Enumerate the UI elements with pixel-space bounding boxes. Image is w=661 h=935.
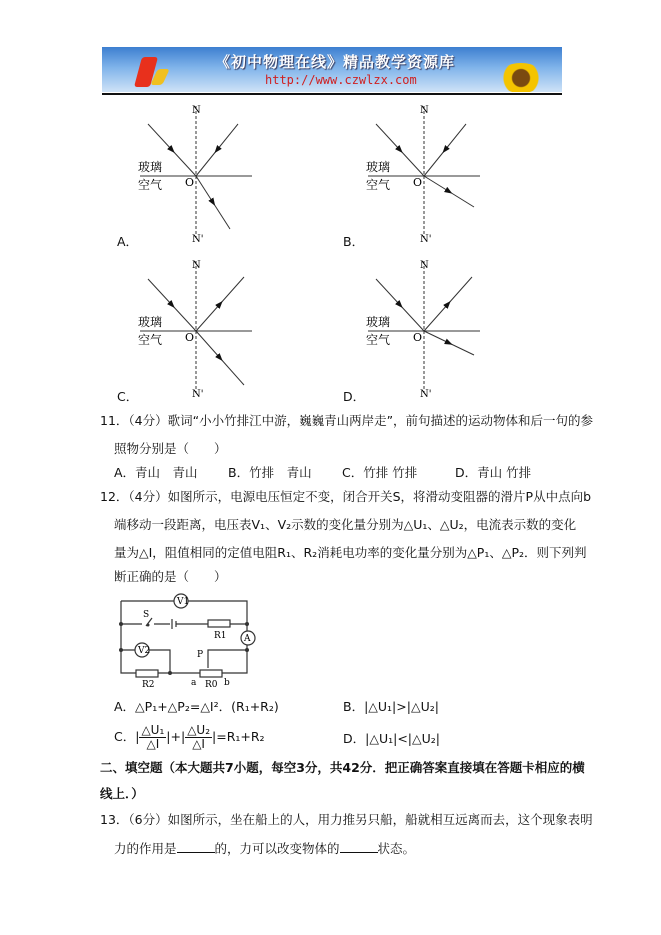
answer-blank-2[interactable] — [340, 840, 378, 853]
label-air: 空气 — [138, 178, 163, 192]
banner-url[interactable]: http://www.czwlzx.com — [265, 73, 417, 87]
numerator: △U₁ — [141, 723, 165, 737]
q12-option-c — [114, 724, 265, 751]
option-c-label: C． — [117, 389, 139, 404]
q13-part-b: 的，力可以改变物体的 — [214, 841, 340, 856]
q13-part-a: 力的作用是 — [114, 841, 177, 856]
q11-option-d: D．青山 竹排 — [455, 465, 532, 480]
slider-p: P — [197, 650, 204, 660]
label-n: N — [420, 105, 429, 116]
q12-text-3: 量为△I，阻值相同的定值电阻R₁、R₂消耗电功率的变化量分别为△P₁、△P₂．则下列判 — [114, 545, 587, 560]
label-o: O — [185, 331, 195, 344]
label-air: 空气 — [366, 178, 391, 192]
label-n: N — [192, 105, 201, 116]
q11-text-2: 照物分别是（ ） — [114, 441, 227, 456]
opt-c-mid: |+| — [166, 729, 186, 744]
q11-option-b: B．竹排 青山 — [228, 465, 312, 480]
voltmeter-v1: V1 — [177, 597, 190, 607]
label-o: O — [413, 176, 423, 189]
q13-text-2 — [114, 840, 415, 857]
q12-option-d: D．|△U₁|<|△U₂| — [343, 731, 440, 746]
label-n: N — [192, 260, 201, 271]
option-a-label: A． — [117, 234, 139, 249]
end-b: b — [224, 678, 230, 688]
q11-text: 11．（4分）歌词“小小竹排江中游，巍巍青山两岸走”，前句描述的运动物体和后一句的参 — [100, 413, 594, 428]
end-a: a — [191, 678, 197, 688]
label-glass: 玻璃 — [138, 315, 163, 329]
label-air: 空气 — [366, 333, 391, 347]
label-glass: 玻璃 — [138, 160, 163, 174]
label-glass: 玻璃 — [366, 315, 391, 329]
opt-c-suffix: |=R₁+R₂ — [212, 729, 265, 744]
option-b-label: B． — [343, 234, 365, 249]
fraction-du1 — [139, 724, 166, 751]
q13-text: 13．（6分）如图所示，坐在船上的人，用力推另只船，船就相互远离而去，这个现象表明 — [100, 812, 593, 827]
opt-c-prefix: C．| — [114, 729, 140, 744]
denominator: △I — [192, 737, 205, 751]
voltmeter-v2: V2 — [138, 646, 151, 656]
numerator: △U₂ — [187, 723, 211, 737]
section-heading: 二、填空题（本大题共7小题，每空3分，共42分．把正确答案直接填在答题卡相应的横 — [100, 760, 585, 775]
q13-part-c: 状态。 — [377, 841, 416, 856]
label-n-prime: N' — [192, 234, 204, 245]
banner-title: 《初中物理在线》精品教学资源库 — [215, 53, 456, 71]
q11-option-c: C．竹排 竹排 — [342, 465, 418, 480]
label-n-prime: N' — [420, 389, 432, 400]
label-air: 空气 — [138, 333, 163, 347]
q12-text-2: 端移动一段距离，电压表V₁、V₂示数的变化量分别为△U₁、△U₂，电流表示数的变化 — [114, 517, 577, 532]
option-d-label: D． — [343, 389, 366, 404]
fraction-du2 — [185, 724, 212, 751]
label-n-prime: N' — [192, 389, 204, 400]
label-glass: 玻璃 — [366, 160, 391, 174]
ammeter-a: A — [244, 634, 251, 644]
rheostat-r0: R0 — [205, 680, 218, 690]
label-o: O — [413, 331, 423, 344]
q12-option-a: A．△P₁+△P₂=△I²．(R₁+R₂) — [114, 699, 279, 714]
q12-text: 12．（4分）如图所示，电源电压恒定不变，闭合开关S，将滑动变阻器的滑片P从中点向b — [100, 489, 592, 504]
q12-option-b: B．|△U₁|>|△U₂| — [343, 699, 439, 714]
denominator: △I — [146, 737, 160, 751]
answer-blank-1[interactable] — [177, 840, 215, 853]
label-n-prime: N' — [420, 234, 432, 245]
label-n: N — [420, 260, 429, 271]
q12-text-4: 断正确的是（ ） — [114, 569, 227, 584]
resistor-r2: R2 — [142, 680, 155, 690]
resistor-r1: R1 — [214, 631, 227, 641]
q11-option-a: A．青山 青山 — [114, 465, 198, 480]
label-o: O — [185, 176, 195, 189]
switch-s: S — [143, 610, 150, 620]
section-heading-2: 线上．） — [100, 786, 144, 801]
